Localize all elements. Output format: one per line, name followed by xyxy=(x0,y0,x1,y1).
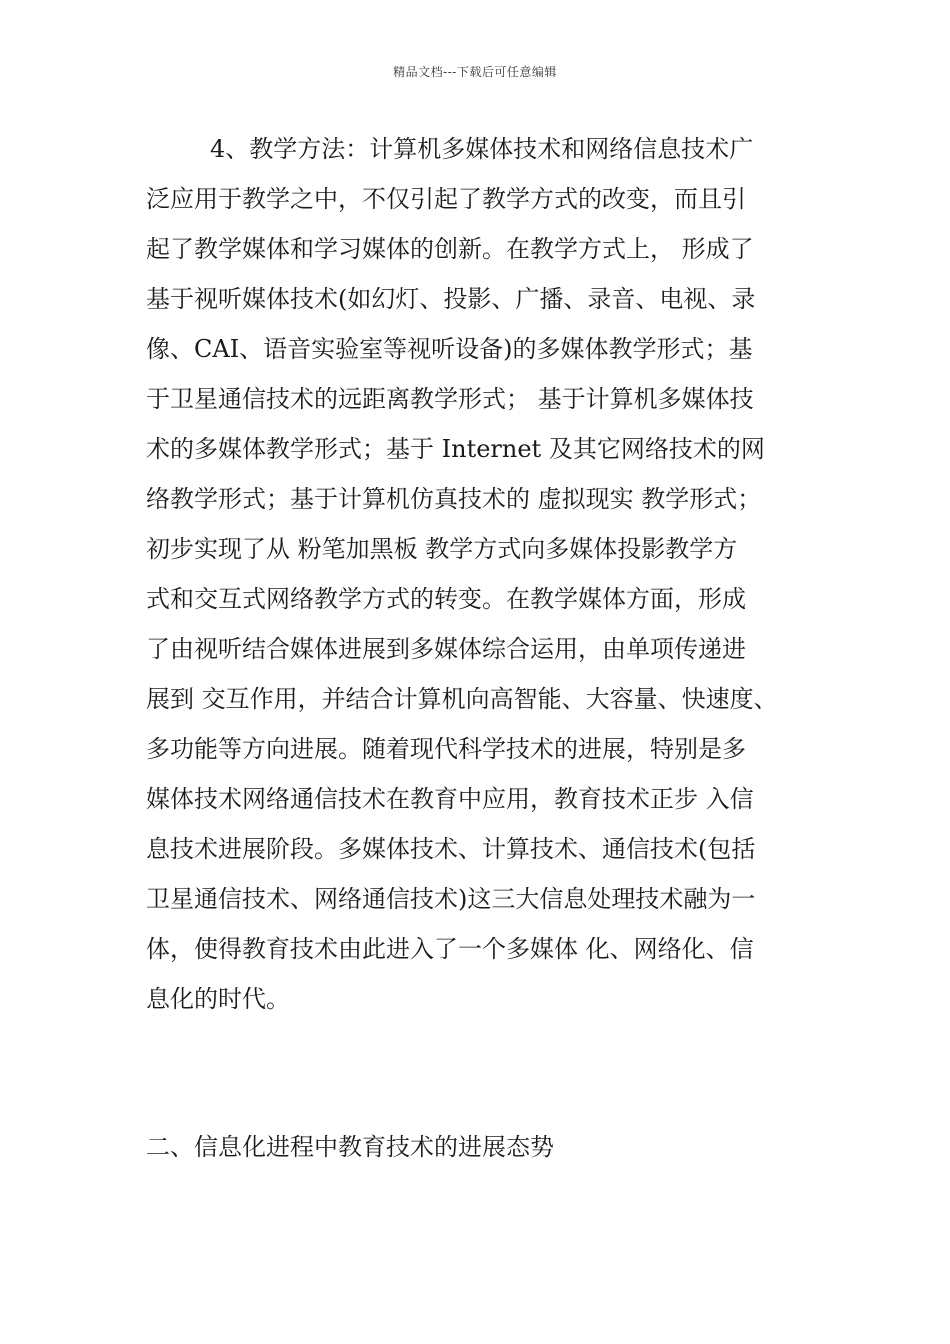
paragraph-line: 了由视听结合媒体进展到多媒体综合运用，由单项传递进 xyxy=(146,635,746,663)
section-heading: 二、信息化进程中教育技术的进展态势 xyxy=(146,1133,554,1161)
paragraph-line: 初步实现了从 粉笔加黑板 教学方式向多媒体投影教学方 xyxy=(146,535,738,563)
paragraph-line: 起了教学媒体和学习媒体的创新。在教学方式上， 形成了 xyxy=(146,235,754,263)
body-paragraph xyxy=(146,124,826,1024)
paragraph-line: 息技术进展阶段。多媒体技术、计算技术、通信技术(包括 xyxy=(146,835,756,863)
paragraph-line: 体，使得教育技术由此进入了一个多媒体 化、网络化、信 xyxy=(146,935,754,963)
paragraph-line: 4、教学方法：计算机多媒体技术和网络信息技术广 xyxy=(210,135,754,163)
page-header: 精品文档---下载后可任意编辑 xyxy=(393,65,557,79)
paragraph-line: 于卫星通信技术的远距离教学形式； 基于计算机多媒体技 xyxy=(146,385,754,413)
paragraph-line: 基于视听媒体技术(如幻灯、投影、广播、录音、电视、录 xyxy=(146,285,756,313)
paragraph-line: 络教学形式；基于计算机仿真技术的 虚拟现实 教学形式； xyxy=(146,485,762,513)
paragraph-line: 卫星通信技术、网络通信技术)这三大信息处理技术融为一 xyxy=(146,885,756,913)
paragraph-line: 泛应用于教学之中，不仅引起了教学方式的改变，而且引 xyxy=(146,185,746,213)
paragraph-line: 式和交互式网络教学方式的转变。在教学媒体方面，形成 xyxy=(146,585,746,613)
paragraph-line: 息化的时代。 xyxy=(146,985,290,1013)
paragraph-line: 展到 交互作用，并结合计算机向高智能、大容量、快速度、 xyxy=(146,685,778,713)
paragraph-line: 媒体技术网络通信技术在教育中应用，教育技术正步 入信 xyxy=(146,785,754,813)
paragraph-line: 多功能等方向进展。随着现代科学技术的进展，特别是多 xyxy=(146,735,746,763)
paragraph-line: 术的多媒体教学形式；基于 Internet 及其它网络技术的网 xyxy=(146,435,765,463)
paragraph-line: 像、CAI、语音实验室等视听设备)的多媒体教学形式；基 xyxy=(146,335,753,363)
